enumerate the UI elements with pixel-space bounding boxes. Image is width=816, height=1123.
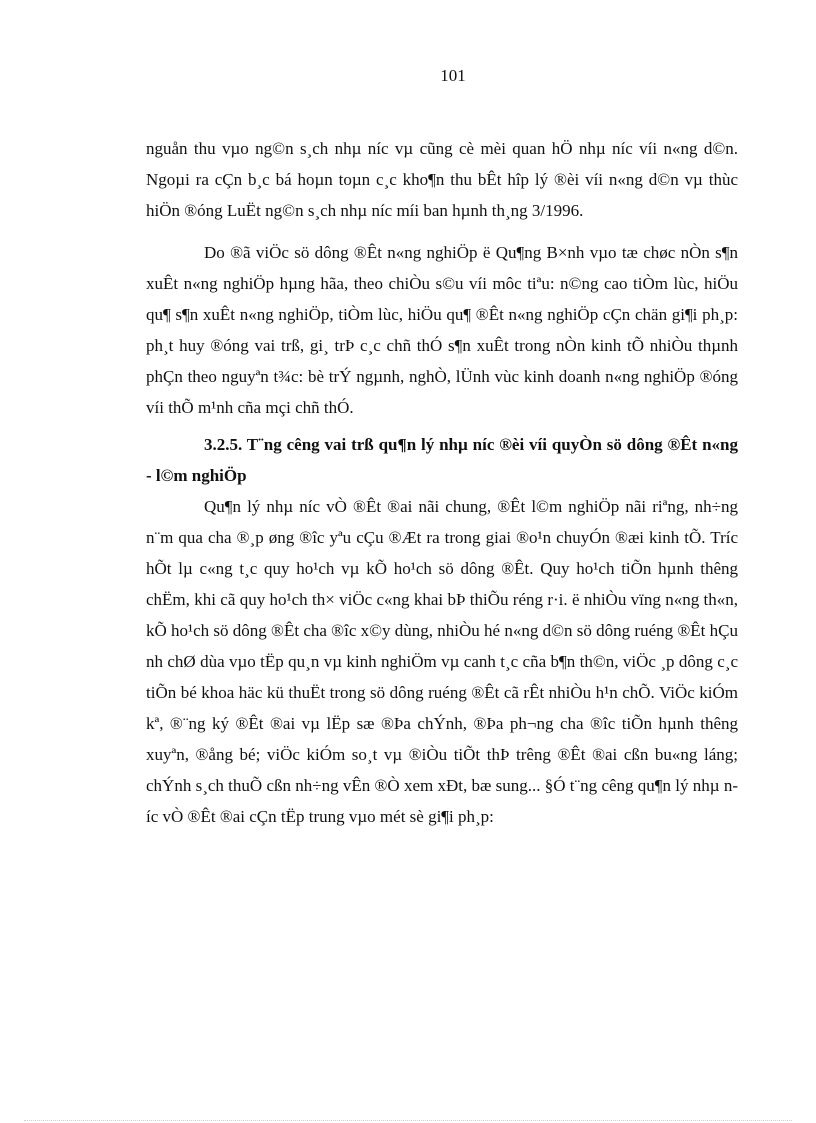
page-number: 101 bbox=[440, 66, 466, 85]
section-heading: 3.2.5. T¨ng cêng vai trß qu¶n lý nhµ níc ®èi víi quyÒn sö dông ®Êt n«ng - l©m nghiÖp bbox=[146, 435, 738, 485]
document-body bbox=[146, 133, 738, 832]
page-bottom-divider bbox=[24, 1120, 792, 1121]
paragraph-revenue: nguån thu vµo ng©n s¸ch nhµ níc vµ cũng cè mèi quan hÖ nhµ níc víi n«ng d©n. Ngoµi ra cÇn b¸c bá hoµn toµn c¸c kho¶n thu bÊt hîp lý ®èi víi n«ng d©n vµ thùc hiÖn ®óng LuËt ng©n s¸ch nhµ níc míi ban hµnh th¸ng 3/1996. bbox=[146, 139, 738, 220]
paragraph-land-use: Do ®ã viÖc sö dông ®Êt n«ng nghiÖp ë Qu¶ng B×nh vµo tæ chøc nÒn s¶n xuÊt n«ng nghiÖp hµng hãa, theo chiÒu s©u víi môc tiªu: n©ng cao tiÒm lùc, hiÖu qu¶ s¶n xuÊt n«ng nghiÖp, tiÒm lùc, hiÖu qu¶ ®Êt n«ng nghiÖp cÇn chän gi¶i ph¸p: ph¸t huy ®óng vai trß, gi¸ trÞ c¸c chñ thÓ s¶n xuÊt trong nÒn kinh tÕ nhiÒu thµnh phÇn theo nguyªn t¾c: bè trÝ ngµnh, nghÒ, lÜnh vùc kinh doanh n«ng nghiÖp ®óng víi thÕ m¹nh cña mçi chñ thÓ. bbox=[146, 243, 738, 417]
paragraph-state-management: Qu¶n lý nhµ níc vÒ ®Êt ®ai nãi chung, ®Êt l©m nghiÖp nãi riªng, nh÷ng n¨m qua cha ®¸p øng ®îc yªu cÇu ®Æt ra trong giai ®o¹n chuyÓn ®æi kinh tÕ. Tríc hÕt lµ c«ng t¸c quy ho¹ch vµ kÕ ho¹ch sö dông ®Êt. Quy ho¹ch tiÕn hµnh thêng chËm, khi cã quy ho¹ch th× viÖc c«ng khai bÞ thiÕu réng r·i. ë nhiÒu vïng n«ng th«n, kÕ ho¹ch sö dông ®Êt cha ®îc x©y dùng, nhiÒu hé n«ng d©n sö dông ruéng ®Êt hÇu nh chØ dùa vµo tËp qu¸n vµ kinh nghiÖm vµ canh t¸c cña b¶n th©n, viÖc ¸p dông c¸c tiÕn bé khoa häc kü thuËt trong sö dông ruéng ®Êt cã rÊt nhiÒu h¹n chÕ. ViÖc kiÓm kª, ®¨ng ký ®Êt ®ai vµ lËp sæ ®Þa chÝnh, ®Þa ph¬ng cha ®îc tiÕn hµnh thêng xuyªn, ®ång bé; viÖc kiÓm so¸t vµ ®iÒu tiÕt thÞ trêng ®Êt ®ai cßn bu«ng láng; chÝnh s¸ch thuÕ cßn nh÷ng vÊn ®Ò xem xÐt, bæ sung... §Ó t¨ng cêng qu¶n lý nhµ níc vÒ ®Êt ®ai cÇn tËp trung vµo mét sè gi¶i ph¸p: bbox=[146, 497, 738, 826]
